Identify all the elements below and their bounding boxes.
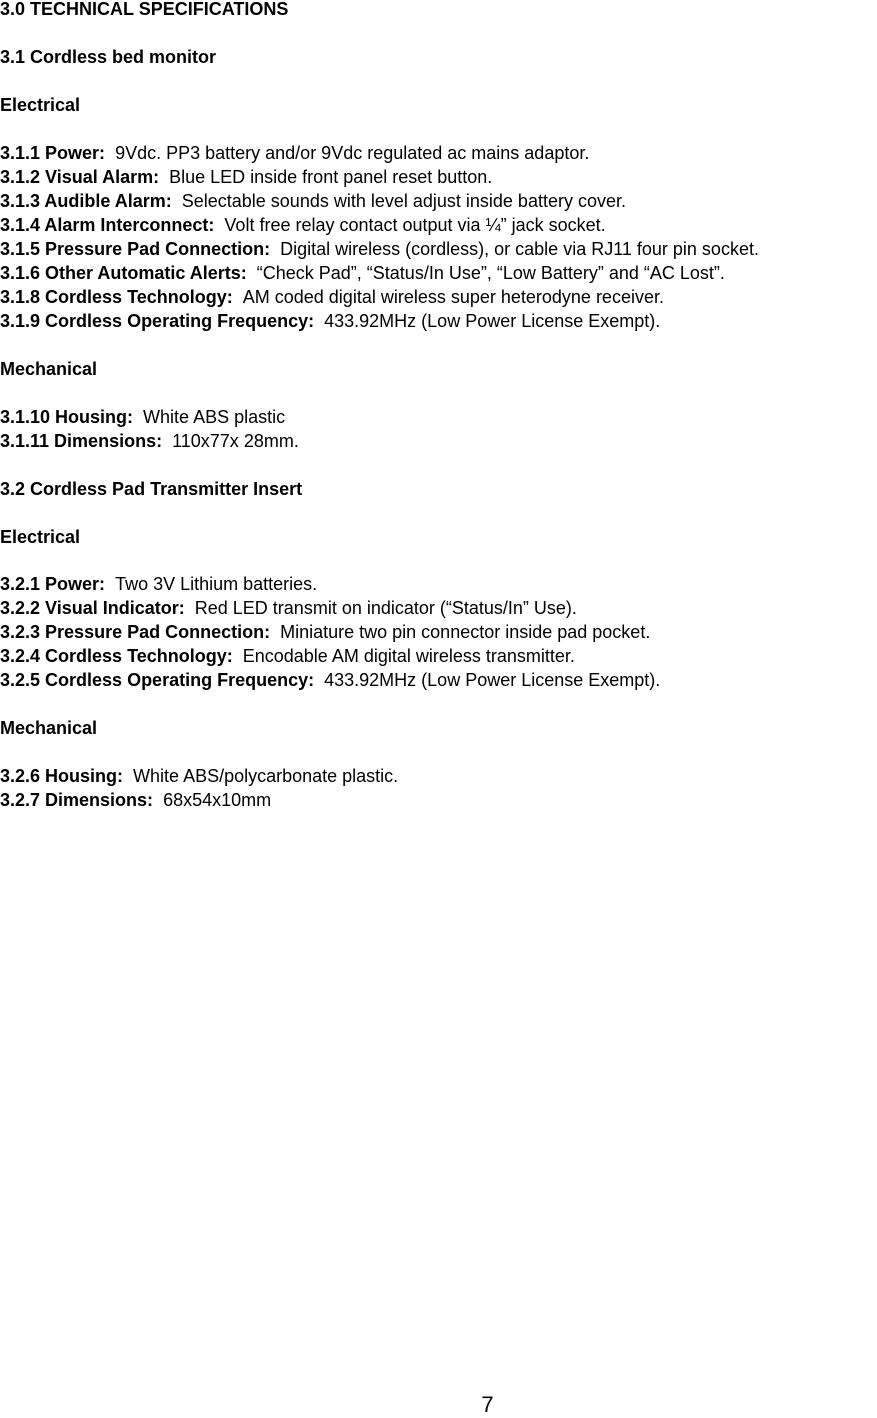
spec-key: 3.2.4 Cordless Technology: [0, 646, 233, 666]
spec-key: 3.1.4 Alarm Interconnect: [0, 215, 215, 235]
subheading-electrical-3-2: Electrical [0, 527, 81, 547]
spec-value: Digital wireless (cordless), or cable via RJ11 four pin socket. [280, 239, 759, 259]
spec-value: 9Vdc. PP3 battery and/or 9Vdc regulated ac mains adaptor. [115, 143, 590, 163]
spec-key: 3.1.10 Housing: [0, 407, 134, 427]
page-number: 7 [481, 1392, 494, 1417]
section-heading-3-2: 3.2 Cordless Pad Transmitter Insert [0, 479, 303, 499]
subheading-mechanical-3-1: Mechanical [0, 359, 98, 379]
spec-value: Encodable AM digital wireless transmitter. [242, 646, 575, 666]
spec-key: 3.1.5 Pressure Pad Connection: [0, 239, 271, 259]
spec-value: AM coded digital wireless super heterodyne receiver. [242, 287, 664, 307]
spec-line [0, 262, 725, 284]
spec-line [0, 765, 398, 787]
spec-line [0, 286, 664, 308]
spec-value: Selectable sounds with level adjust inside battery cover. [181, 191, 626, 211]
spec-value: 433.92MHz (Low Power License Exempt). [324, 311, 661, 331]
spec-value: White ABS plastic [143, 407, 286, 427]
spec-key: 3.2.1 Power: [0, 574, 106, 594]
spec-key: 3.1.6 Other Automatic Alerts: [0, 263, 247, 283]
spec-key: 3.1.9 Cordless Operating Frequency: [0, 311, 315, 331]
spec-value: Two 3V Lithium batteries. [115, 574, 318, 594]
spec-line [0, 310, 660, 332]
subheading-mechanical-3-2: Mechanical [0, 718, 98, 738]
spec-line [0, 166, 492, 188]
spec-line [0, 238, 759, 260]
spec-key: 3.2.7 Dimensions: [0, 790, 154, 810]
spec-key: 3.2.2 Visual Indicator: [0, 598, 185, 618]
spec-line [0, 789, 271, 811]
section-heading-3-1: 3.1 Cordless bed monitor [0, 47, 217, 67]
spec-key: 3.1.3 Audible Alarm: [0, 191, 172, 211]
spec-line [0, 621, 650, 643]
spec-key: 3.1.11 Dimensions: [0, 431, 163, 451]
spec-value: Red LED transmit on indicator (“Status/In” Use). [194, 598, 577, 618]
spec-key: 3.2.3 Pressure Pad Connection: [0, 622, 271, 642]
spec-value: 110x77x 28mm. [172, 431, 299, 451]
spec-line [0, 597, 577, 619]
document-title: 3.0 TECHNICAL SPECIFICATIONS [0, 0, 289, 19]
spec-key: 3.1.8 Cordless Technology: [0, 287, 233, 307]
spec-value: 68x54x10mm [163, 790, 272, 810]
spec-key: 3.2.6 Housing: [0, 766, 124, 786]
spec-key: 3.2.5 Cordless Operating Frequency: [0, 670, 315, 690]
spec-line [0, 190, 626, 212]
spec-line [0, 430, 299, 452]
spec-value: “Check Pad”, “Status/In Use”, “Low Battery” and “AC Lost”. [256, 263, 725, 283]
spec-value: White ABS/polycarbonate plastic. [133, 766, 399, 786]
spec-line [0, 645, 575, 667]
spec-value: Blue LED inside front panel reset button. [169, 167, 493, 187]
spec-value: Miniature two pin connector inside pad pocket. [280, 622, 651, 642]
spec-line [0, 214, 606, 236]
spec-key: 3.1.1 Power: [0, 143, 106, 163]
spec-line [0, 142, 589, 164]
subheading-electrical-3-1: Electrical [0, 95, 81, 115]
spec-key: 3.1.2 Visual Alarm: [0, 167, 160, 187]
spec-value: 433.92MHz (Low Power License Exempt). [324, 670, 661, 690]
spec-value: Volt free relay contact output via ¼” jack socket. [224, 215, 606, 235]
spec-line [0, 669, 660, 691]
spec-line [0, 406, 285, 428]
spec-line [0, 573, 317, 595]
